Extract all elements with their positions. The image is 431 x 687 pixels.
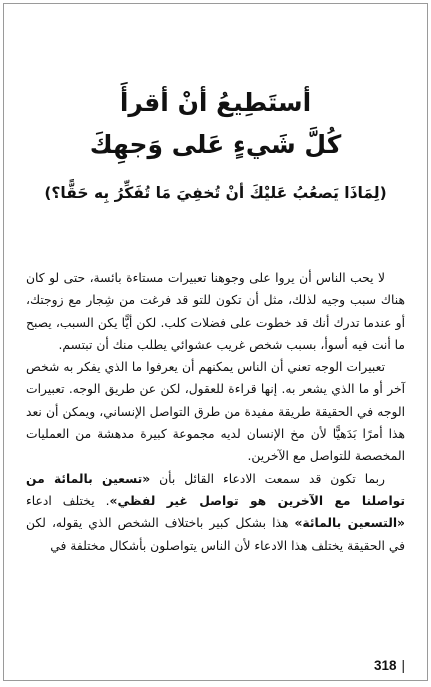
paragraph-text: تعبيرات الوجه تعني أن الناس يمكنهم أن يعرفوا ما الذي يفكر به شخص آخر أو ما الذي يشعر به. إنها قراءة للعقول، لكن عن طريق الوجه. تعبيرات الوجه في الحقيقة طريقة مفيدة من طرق التواصل الإنساني، ويمكن أن نعد هذا أمرًا بَدَهيًّا لأن مخ الإنسان لديه مجموعة كبيرة مدهشة من العمليات المخصصة للتواصل مع الآخرين. <box>26 360 405 464</box>
chapter-subtitle: (لِمَاذَا يَصعُبُ عَليْكَ أنْ تُخفِيَ مَا تُفَكِّرُ بِه حَقًّا؟) <box>44 184 387 202</box>
paragraph <box>26 267 405 356</box>
paragraph-text: هذا بشكل كبير باختلاف الشخص الذي يقوله، لكن في الحقيقة يختلف هذا الادعاء لأن الناس يتواصلون بأشكال مختلفة في <box>26 516 405 553</box>
paragraph-text: لا يحب الناس أن يروا على وجوهنا تعبيرات مستاءة بائسة، حتى لو كان هناك سبب وجيه لذلك، مثل أن تكون للتو قد فرغت من شِجار مع زوجتك، أو عندما تدرك أنك قد خطوت على فضلات كلب. لكن أيًّا يكن السبب، يصبح ما أنت فيه أسوأ، بسبب شخص غريب عشوائي يطلب منك أن تبتسم. <box>26 271 405 352</box>
footer-separator: | <box>401 658 406 673</box>
bold-quote: «تسعين بالمائة من تواصلنا مع الآخرين هو تواصل غير لفظي» <box>26 471 405 508</box>
paragraph <box>26 356 405 467</box>
paragraph <box>26 468 405 557</box>
bold-quote: «التسعين بالمائة» <box>294 516 405 531</box>
chapter-title <box>4 82 427 166</box>
body-text <box>26 267 405 557</box>
paragraph-text: ربما تكون قد سمعت الادعاء القائل بأن <box>150 471 385 486</box>
page-footer <box>374 658 405 673</box>
chapter-title-line-1: أستَطِيعُ أنْ أقرأَ <box>119 88 312 117</box>
book-page <box>3 3 428 681</box>
chapter-title-line-2: كُلَّ شَيءٍ عَلى وَجهِكَ <box>89 130 342 159</box>
page-number: 318 <box>374 658 397 673</box>
paragraph-text: . يختلف ادعاء <box>26 493 110 508</box>
